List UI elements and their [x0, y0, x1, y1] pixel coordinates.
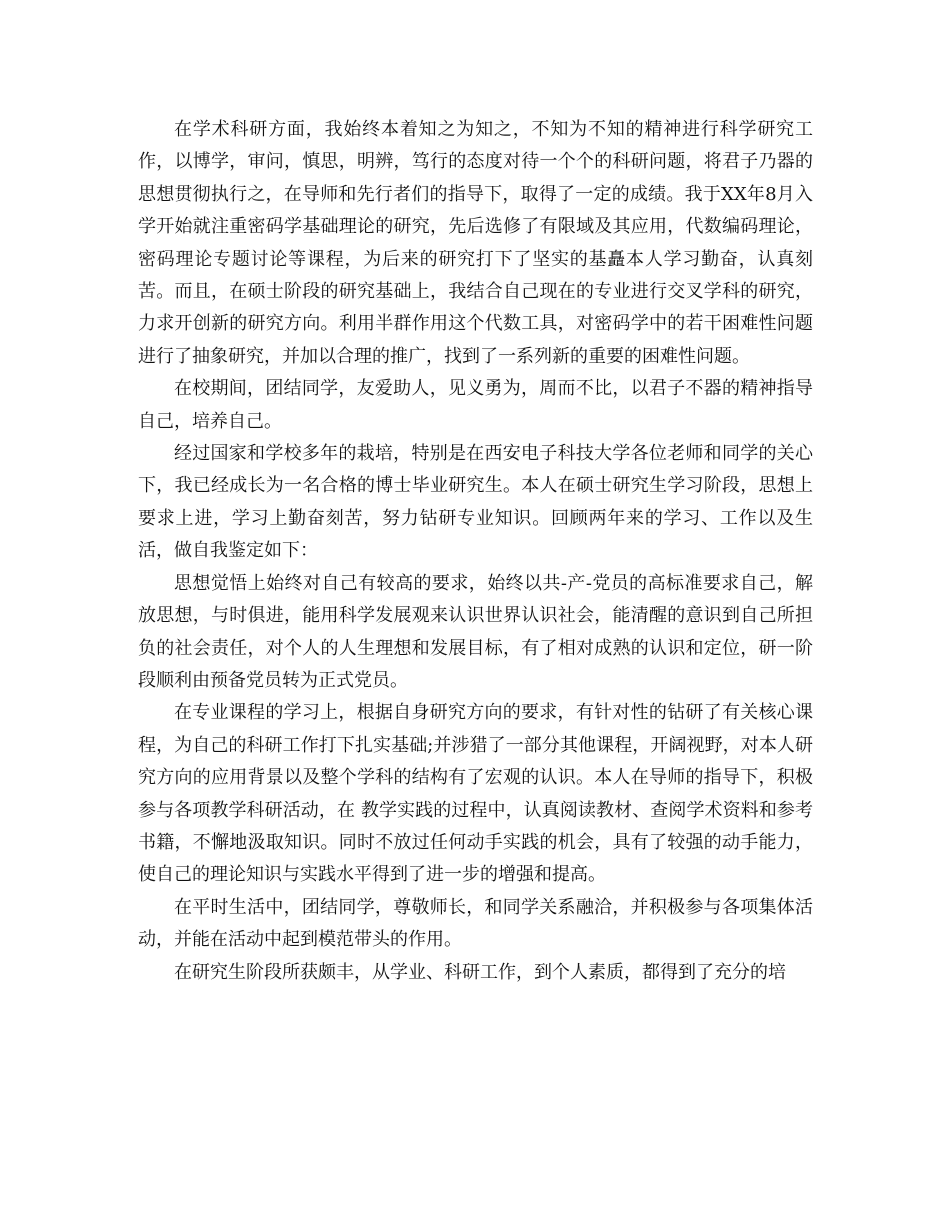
paragraph-ideology: 思想觉悟上始终对自己有较高的要求，始终以共-产-党员的高标准要求自己，解放思想，与时俱进，能用科学发展观来认识世界认识社会，能清醒的意识到自己所担负的社会责任，对个人的人生理想和发展目标，有了相对成熟的认识和定位，研一阶段顺利由预备党员转为正式党员。	[138, 572, 813, 691]
paragraph-research: 在学术科研方面，我始终本着知之为知之，不知为不知的精神进行科学研究工作，以博学，审问，慎思，明辨，笃行的态度对待一个个的科研问题，将君子乃器的思想贯彻执行之，在导师和先行者们的指导下，取得了一定的成绩。我于XX年8月入学开始就注重密码学基础理论的研究，先后选修了有限域及其应用，代数编码理论，密码理论专题讨论等课程，为后来的研究打下了坚实的基矗本人学习勤奋，认真刻苦。而且，在硕士阶段的研究基础上，我结合自己现在的专业进行交叉学科的研究，力求开创新的研究方向。利用半群作用这个代数工具，对密码学中的若干困难性问题进行了抽象研究，并加以合理的推广，找到了一系列新的重要的困难性问题。	[138, 119, 813, 367]
paragraph-summary: 在研究生阶段所获颇丰，从学业、科研工作，到个人素质，都得到了充分的培	[174, 961, 786, 983]
paragraph-growth: 经过国家和学校多年的栽培，特别是在西安电子科技大学各位老师和同学的关心下，我已经成长为一名合格的博士毕业研究生。本人在硕士研究生学习阶段，思想上要求上进，学习上勤奋刻苦，努力钻研专业知识。回顾两年来的学习、工作以及生活，做自我鉴定如下：	[138, 443, 813, 562]
document-body	[138, 114, 813, 989]
paragraph-campus-life: 在校期间，团结同学，友爱助人，见义勇为，周而不比，以君子不器的精神指导自己，培养自己。	[138, 378, 813, 432]
paragraph-coursework: 在专业课程的学习上，根据自身研究方向的要求，有针对性的钻研了有关核心课程，为自己的科研工作打下扎实基础;并涉猎了一部分其他课程，开阔视野，对本人研究方向的应用背景以及整个学科的结构有了宏观的认识。本人在导师的指导下，积极参与各项教学科研活动，在 教学实践的过程中，认真阅读教材、查阅学术资料和参考书籍，不懈地汲取知识。同时不放过任何动手实践的机会，具有了较强的动手能力，使自己的理论知识与实践水平得到了进一步的增强和提高。	[138, 702, 813, 886]
paragraph-daily-life: 在平时生活中，团结同学，尊敬师长，和同学关系融洽，并积极参与各项集体活动，并能在活动中起到模范带头的作用。	[138, 896, 813, 951]
